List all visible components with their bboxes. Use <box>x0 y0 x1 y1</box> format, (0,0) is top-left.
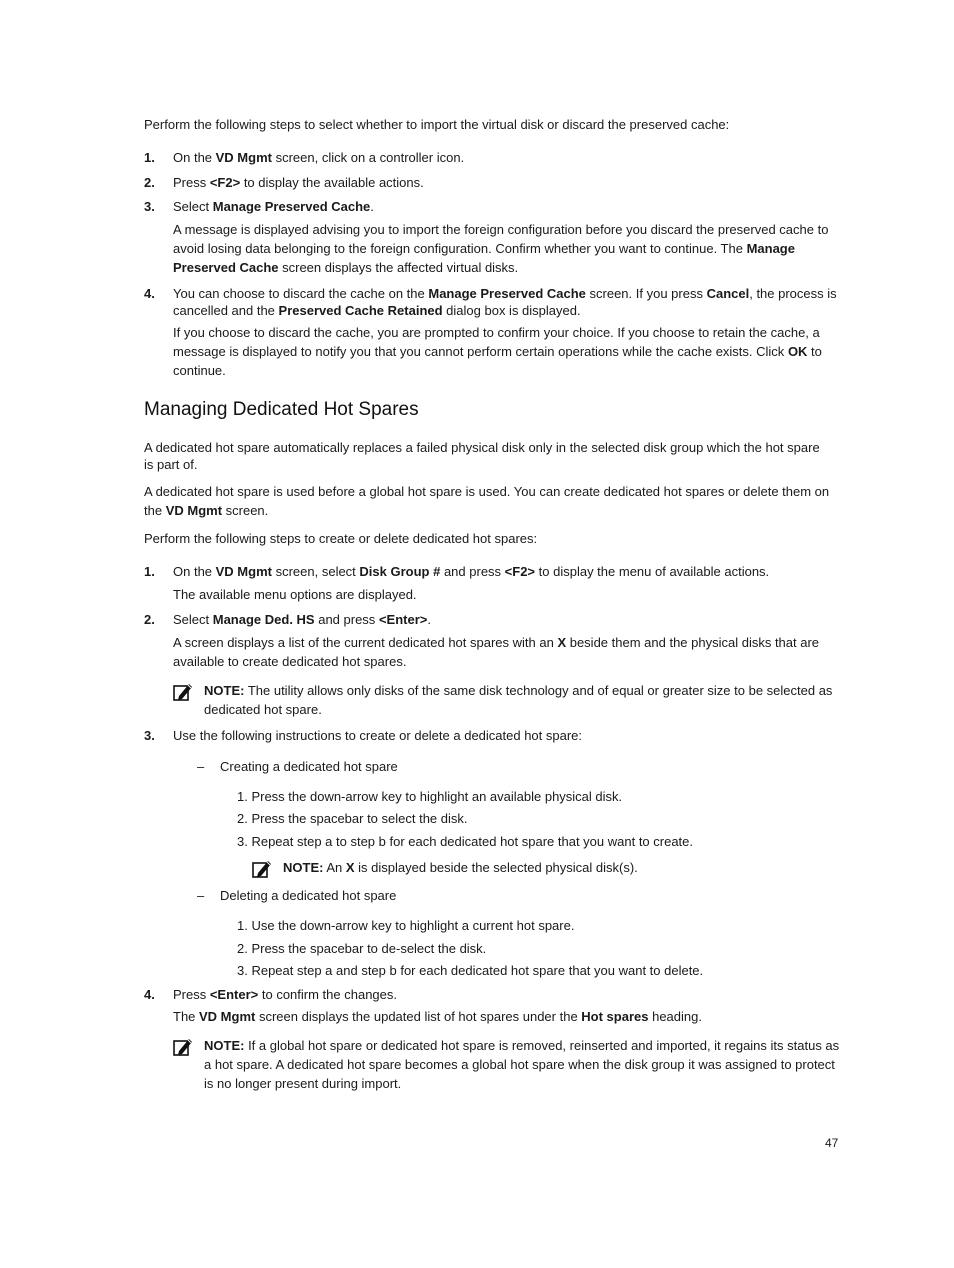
step-number: 2. <box>144 175 155 190</box>
step-1-3-detail: A message is displayed advising you to import the foreign configuration before you discard the preserved cache to avoid losing data belonging to the foreign configuration. Confirm whether you want to continue. The Manage Preserved Cache screen displays the affected virtual disks. <box>173 222 829 275</box>
step-number: 4. <box>144 987 155 1002</box>
paragraph-1: A dedicated hot spare automatically replaces a failed physical disk only in the selected disk group which the hot spare is part of. <box>144 440 820 472</box>
list-item: 3. Repeat step a and step b for each dedicated hot spare that you want to delete. <box>237 963 704 978</box>
list-item: 2. Press the spacebar to de-select the disk. <box>237 941 487 956</box>
list-item: 1. Use the down-arrow key to highlight a current hot spare. <box>237 918 575 933</box>
list-item: 3. Repeat step a to step b for each dedicated hot spare that you want to create. <box>237 834 694 849</box>
step-number: 1. <box>144 564 155 579</box>
step-number: 4. <box>144 286 155 301</box>
step-number: 3. <box>144 728 155 743</box>
step-number: 3. <box>144 199 155 214</box>
delete-title: Deleting a dedicated hot spare <box>220 888 397 903</box>
create-list <box>237 787 837 851</box>
note-pencil-icon <box>173 1037 193 1057</box>
intro-paragraph-2: Perform the following steps to create or delete dedicated hot spares: <box>144 531 538 546</box>
note-pencil-icon <box>252 859 272 879</box>
note-pencil-icon <box>173 682 193 702</box>
step-number: 2. <box>144 612 155 627</box>
section-heading: Managing Dedicated Hot Spares <box>144 399 419 420</box>
page-number: 47 <box>825 1136 839 1150</box>
list-item: 2. Press the spacebar to select the disk. <box>237 811 468 826</box>
intro-paragraph: Perform the following steps to select whether to import the virtual disk or discard the preserved cache: <box>144 117 730 132</box>
step-1-4-detail: If you choose to discard the cache, you are prompted to confirm your choice. If you choose to retain the cache, a message is displayed to notify you that you cannot perform certain operations while the cache exists. Click OK to continue. <box>173 325 822 378</box>
list-item: 1. Press the down-arrow key to highlight an available physical disk. <box>237 789 623 804</box>
paragraph-2: A dedicated hot spare is used before a global hot spare is used. You can create dedicated hot spares or delete them on the VD Mgmt screen. <box>144 484 830 518</box>
dash-bullet: – <box>197 759 205 774</box>
dash-bullet: – <box>197 888 205 903</box>
create-title: Creating a dedicated hot spare <box>220 759 398 774</box>
delete-list <box>237 916 837 980</box>
step-number: 1. <box>144 150 155 165</box>
